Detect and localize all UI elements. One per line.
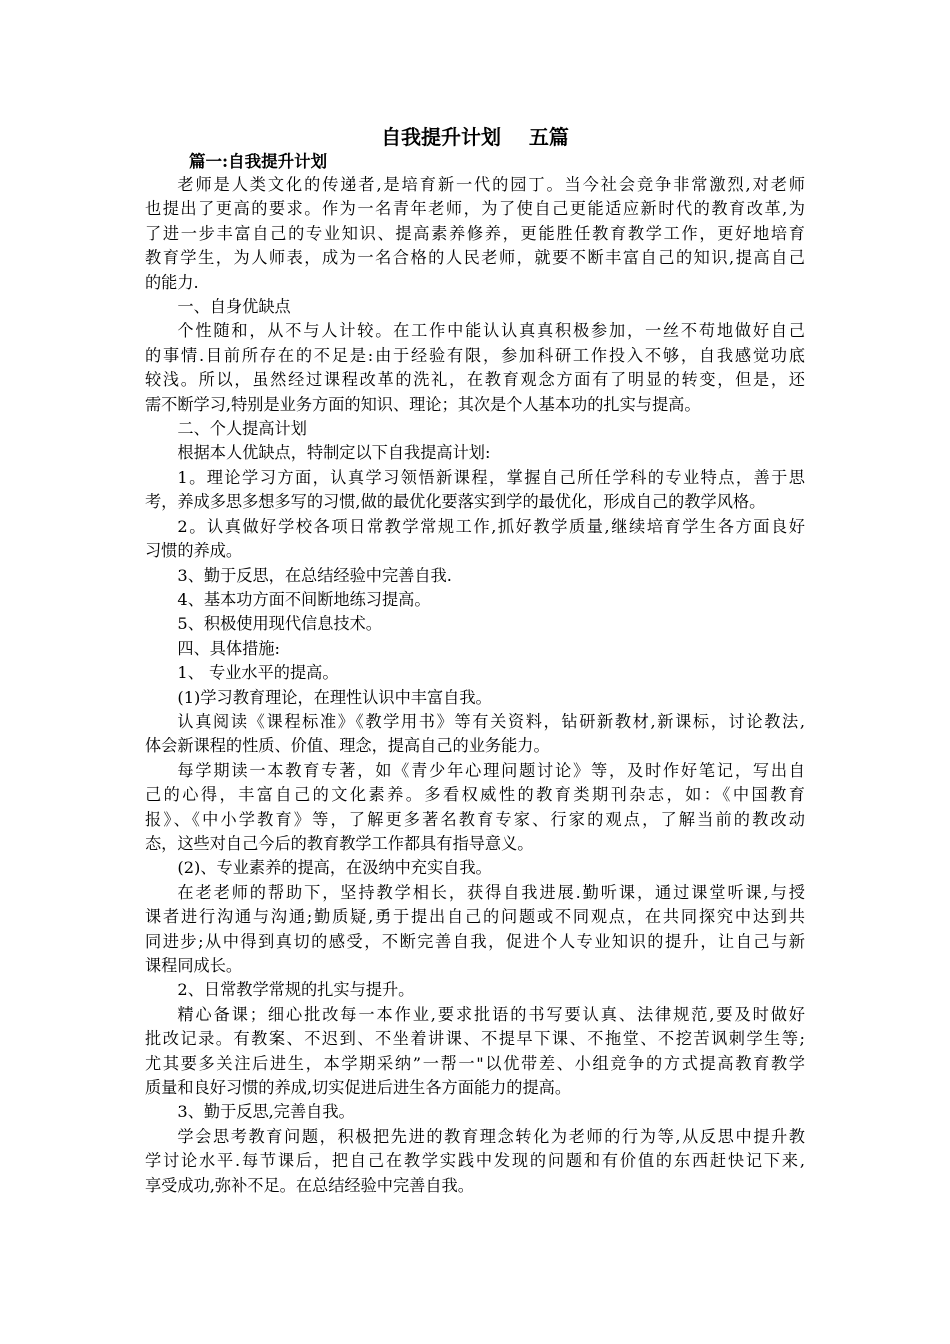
paragraph [145,441,805,465]
text-line: 了进一步丰富自己的专业知识、提高素养修养，更能胜任教育教学工作，更好地培育 [145,223,805,243]
paragraph [145,588,805,612]
text-line: 批改记录。有教案、不迟到、不坐着讲课、不提早下课、不拖堂、不挖苦讽刺学生等; [145,1029,805,1049]
paragraph [145,515,805,564]
text-line: 报》、《中小学教育》等，了解更多著名教育专家、行家的观点，了解当前的教改动 [145,809,805,829]
text-line: 1。理论学习方面，认真学习领悟新课程，掌握自己所任学科的专业特点，善于思 [177,467,805,487]
text-line: 老师是人类文化的传递者,是培育新一代的园丁。当今社会竞争非常激烈,对老师 [177,175,805,194]
document-title: 自我提升计划 五篇 [381,125,569,149]
paragraph [145,661,805,685]
text-line: 的事情.目前所存在的不足是:由于经验有限，参加科研工作投入不够，自我感觉功底 [145,345,805,365]
text-line: 二、个人提高计划 [177,419,307,439]
paragraph [145,319,805,417]
paragraph [145,1125,805,1198]
paragraph [145,686,805,710]
text-line: 2、日常教学常规的扎实与提升。 [177,980,415,1000]
section-heading: 篇一:自我提升计划 [189,152,328,171]
paragraph [145,466,805,515]
text-line: 每学期读一本教育专著，如《青少年心理问题讨论》等，及时作好笔记，写出自 [177,760,805,780]
text-line: (1)学习教育理论，在理性认识中丰富自我。 [177,687,492,707]
text-line: 5、积极使用现代信息技术。 [177,614,382,634]
paragraph [145,1003,805,1101]
text-line: 3、勤于反思，在总结经验中完善自我. [177,565,452,585]
text-line: 教育学生，为人师表，成为一名合格的人民老师，就要不断丰富自己的知识,提高自己 [145,248,805,268]
text-line: 根据本人优缺点，特制定以下自我提高计划: [177,443,491,463]
text-line: 学讨论水平.每节课后，把自己在教学实践中发现的问题和有价值的东西赶快记下来, [145,1151,805,1171]
text-line: 一、自身优缺点 [177,297,291,317]
paragraph [145,612,805,636]
document-body [145,151,805,1198]
paragraph [145,637,805,661]
text-line: 需不断学习,特别是业务方面的知识、理论；其次是个人基本功的扎实与提高。 [145,394,701,414]
text-line: 精心备课；细心批改每一本作业,要求批语的书写要认真、法律规范,要及时做好 [177,1004,805,1024]
text-line: 己的心得，丰富自己的文化素养。多看权威性的教育类期刊杂志，如：《中国教育 [145,785,805,805]
text-line: 1、 专业水平的提高。 [177,663,339,683]
paragraph [145,173,805,295]
text-line: 较浅。所以，虽然经过课程改革的洗礼，在教育观念方面有了明显的转变，但是，还 [145,370,805,390]
text-line: 认真阅读《课程标准》《教学用书》等有关资料，钻研新教材,新课标，讨论教法, [177,711,805,731]
text-line: 个性随和，从不与人计较。在工作中能认认真真积极参加，一丝不苟地做好自己 [177,321,805,341]
text-line: 态，这些对自己今后的教育教学工作都具有指导意义。 [145,833,534,853]
text-line: 四、具体措施: [177,638,280,658]
text-line: 4、基本功方面不间断地练习提高。 [177,589,431,609]
text-line: 课者进行沟通与沟通;勤质疑,勇于提出自己的问题或不同观点，在共同探究中达到共 [145,907,805,927]
text-line: 体会新课程的性质、价值、理念，提高自己的业务能力。 [145,736,550,756]
text-line: 的能力. [145,272,199,292]
text-line: 在老老师的帮助下，坚持教学相长，获得自我进展.勤听课，通过课堂听课,与授 [177,882,805,902]
text-line: 3、勤于反思,完善自我。 [177,1102,355,1122]
text-line: 也提出了更高的要求。作为一名青年老师，为了使自己更能适应新时代的教育改革,为 [145,199,805,219]
text-line: 享受成功,弥补不足。在总结经验中完善自我。 [145,1175,474,1195]
text-line: 尤其要多关注后进生，本学期采纳”一帮一"以优带差、小组竞争的方式提高教育教学 [145,1053,805,1073]
paragraph [145,710,805,759]
paragraph [145,1100,805,1124]
text-line: 同进步;从中得到真切的感受，不断完善自我，促进个人专业知识的提升，让自己与新 [145,931,805,951]
paragraph [145,417,805,441]
text-line: 习惯的养成。 [145,541,243,561]
paragraph [145,759,805,857]
paragraph [145,856,805,880]
text-line: 学会思考教育问题，积极把先进的教育理念转化为老师的行为等,从反思中提升教 [177,1126,805,1146]
paragraph [145,978,805,1002]
paragraph [145,295,805,319]
paragraph [145,564,805,588]
text-line: 2。认真做好学校各项日常教学常规工作,抓好教学质量,继续培育学生各方面良好 [177,516,805,536]
paragraph [145,881,805,979]
text-line: (2)、专业素养的提高，在汲纳中充实自我。 [177,858,492,878]
text-line: 课程同成长。 [145,956,243,975]
text-line: 质量和良好习惯的养成,切实促进后进生各方面能力的提高。 [145,1078,572,1098]
text-line: 考，养成多思多想多写的习惯,做的最优化要落实到学的最优化，形成自己的教学风格。 [145,492,766,512]
